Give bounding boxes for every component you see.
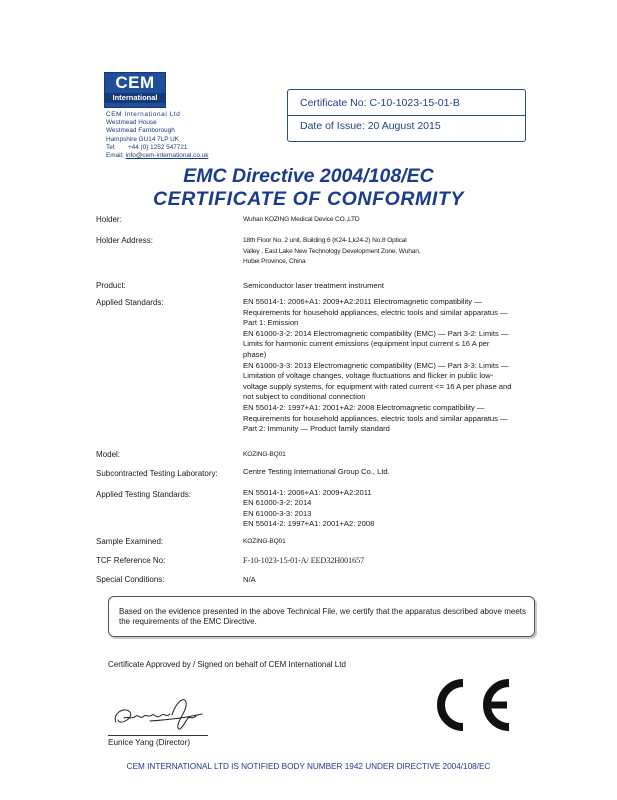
model-label: Model:	[96, 450, 121, 459]
testing-standard-line: EN 55014-1: 2006+A1: 2009+A2:2011	[243, 488, 372, 497]
certificate-number: Certificate No: C-10-1023-15-01-B	[300, 97, 460, 109]
subcontracted-lab-value: Centre Testing International Group Co., Ltd.	[243, 467, 390, 476]
product-label: Product:	[96, 281, 126, 290]
standard-line: EN 55014-2: 1997+A1: 2001+A2: 2008 Electromagnetic compatibility —	[243, 402, 485, 412]
email-label: Email:	[106, 152, 124, 160]
product-value: Semiconductor laser treatment instrument	[243, 281, 384, 290]
conformity-statement: Based on the evidence presented in the above Technical File, we certify that the apparatus described above meets the requirements of the EMC Directive.	[119, 607, 526, 626]
approved-by-text: Certificate Approved by / Signed on behalf of CEM International Ltd	[108, 660, 346, 669]
applied-standards-label: Applied Standards:	[96, 298, 164, 307]
sample-examined-label: Sample Examined:	[96, 537, 164, 546]
standard-line: EN 55014-1: 2006+A1: 2009+A2:2011 Electromagnetic compatibility —	[243, 297, 482, 306]
standard-line: Limitation of voltage changes, voltage fluctuations and flicker in public low-	[243, 371, 494, 381]
special-conditions-label: Special Conditions:	[96, 575, 165, 584]
standard-line: Limits for harmonic current emissions (equipment input current ≤ 16 A per	[243, 339, 490, 349]
standard-line: Part 1: Emission	[243, 318, 299, 328]
applied-testing-standards-value	[243, 488, 374, 530]
ce-mark-icon	[423, 675, 513, 735]
conformity-statement-box	[108, 596, 535, 637]
certificate-box-divider	[288, 115, 525, 116]
tcf-reference-label: TCF Reference No:	[96, 556, 166, 565]
company-address-line: Westmead Farnborough	[106, 127, 175, 135]
logo-sub-text: International	[105, 93, 165, 103]
holder-address-label: Holder Address:	[96, 236, 153, 245]
standard-line: EN 61000-3-2: 2014 Electromagnetic compatibility (EMC) — Part 3-2: Limits —	[243, 328, 509, 338]
tel-value: +44 (0) 1252 547721	[127, 143, 188, 151]
testing-standard-line: EN 55014-2: 1997+A1: 2001+A2: 2008	[243, 519, 375, 529]
standard-line: EN 61000-3-3: 2013 Electromagnetic compatibility (EMC) — Part 3-3: Limits —	[243, 360, 509, 370]
testing-standard-line: EN 61000-3-2: 2014	[243, 498, 312, 508]
model-value: KOZING-BQ01	[243, 451, 286, 458]
cem-logo	[104, 72, 166, 108]
company-contact	[106, 111, 208, 160]
email-link[interactable]: info@cem-international.co.uk	[125, 152, 209, 160]
standard-line: Requirements for household appliances, electric tools and similar apparatus —	[243, 413, 508, 423]
standard-line: voltage supply systems, for equipment with rated current <= 16 A per phase and	[243, 381, 512, 391]
directive-title: EMC Directive 2004/108/EC	[183, 165, 434, 187]
standard-line: Requirements for household appliances, electric tools and similar apparatus —	[243, 307, 508, 317]
signatory-name: Eunice Yang (Director)	[108, 738, 191, 747]
holder-value: Wuhan KOZING Medical Device CO.,LTD	[243, 216, 360, 223]
special-conditions-value: N/A	[243, 575, 256, 584]
logo-main-text: CEM	[115, 73, 155, 92]
address-line: Valley , East Lake New Technology Development Zone, Wuhan,	[243, 247, 421, 255]
company-name: CEM International Ltd	[106, 111, 181, 118]
standard-line: phase)	[243, 349, 267, 359]
tel-label: Tel:	[106, 143, 116, 151]
company-email	[106, 152, 208, 160]
address-line: Hubei Province, China	[243, 258, 306, 266]
signature-line	[108, 735, 208, 736]
company-address-line: Westmead House	[106, 119, 157, 127]
notified-body-footer: CEM INTERNATIONAL LTD IS NOTIFIED BODY NUMBER 1942 UNDER DIRECTIVE 2004/108/EC	[126, 762, 491, 771]
tcf-reference-value: F-10-1023-15-01-A/ EED32H001657	[243, 556, 365, 565]
subcontracted-lab-label: Subcontracted Testing Laboratory:	[96, 469, 218, 478]
company-address-line: Hampshire GU14 7LP UK	[106, 135, 180, 143]
sample-examined-value: KOZING-BQ01	[243, 538, 286, 545]
company-tel	[106, 144, 208, 152]
holder-label: Holder:	[96, 215, 122, 224]
standard-line: not subject to conditional connection	[243, 392, 366, 402]
certificate-title: CERTIFICATE OF CONFORMITY	[152, 188, 465, 210]
certificate-info-box	[287, 89, 526, 142]
standard-line: Part 2: Immunity — Product family standard	[243, 424, 390, 434]
date-of-issue: Date of Issue: 20 August 2015	[300, 120, 441, 132]
applied-testing-standards-label: Applied Testing Standards:	[96, 490, 192, 499]
applied-standards-value	[243, 297, 511, 435]
signature-image	[110, 688, 210, 734]
holder-address-value	[243, 236, 421, 268]
testing-standard-line: EN 61000-3-3: 2013	[243, 508, 312, 518]
address-line: 18th Floor No. 2 unit, Building 6 (K24-1,k24-2) No.8 Optical	[243, 237, 407, 244]
